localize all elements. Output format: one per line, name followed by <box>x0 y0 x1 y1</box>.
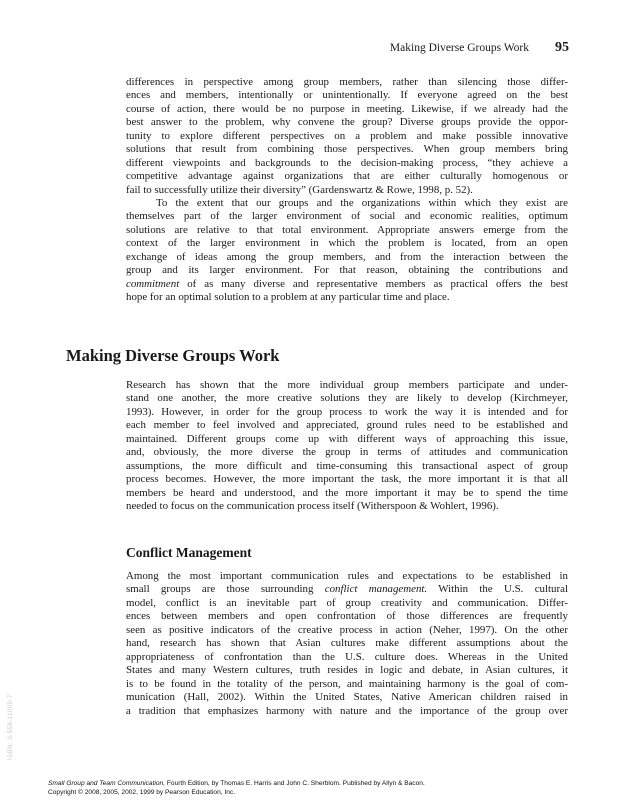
text-line: tunity to explore different perspectives on a problem and make possible innovative <box>126 129 568 142</box>
text-line: fail to successfully utilize their diversity” (Gardenswartz & Rowe, 1998, p. 52). <box>126 183 473 196</box>
text-line: and, obviously, the more diverse the group in terms of attitudes and communication <box>126 446 568 459</box>
paragraph-diverse-perspectives <box>126 76 568 197</box>
subsection-heading: Conflict Management <box>126 545 252 560</box>
text-line: maintained. Different groups come up with different ways of approaching this issue, <box>126 432 568 445</box>
text-line: Research has shown that the more individual group members participate and under- <box>126 379 568 391</box>
text-line: themselves part of the larger environment of social and economic realities, optimum <box>126 210 568 223</box>
text-line: each member to feel involved and appreciated, ground rules need to be established and <box>126 419 568 432</box>
text-segment: of as many diverse and representative members as practical offers the best <box>179 277 568 290</box>
text-line: differences in perspective among group members, rather than silencing those differ- <box>126 76 568 88</box>
text-line: model, conflict is an inevitable part of group creativity and communication. Differ- <box>126 596 568 609</box>
text-segment: Within the U.S. cultural <box>427 583 568 596</box>
text-line: needed to focus on the communication process itself (Witherspoon & Wohlert, 1996). <box>126 500 499 513</box>
footer-line: Copyright © 2008, 2005, 2002, 1999 by Pearson Education, Inc. <box>48 788 236 796</box>
text-line: best answer to the problem, why convene the group? Diverse groups provide the oppor- <box>126 116 568 129</box>
book-title: Small Group and Team Communication, <box>48 780 166 787</box>
text-line: a tradition that emphasizes harmony with nature and the importance of the group over <box>126 704 568 717</box>
text-line: 1993). However, in order for the group process to work the way it is intended and for <box>126 405 568 418</box>
text-line: is to be found in the totality of the person, and maintaining harmony is the goal of com- <box>126 677 568 690</box>
text-line: assumptions, the more difficult and time-consuming this transactional aspect of group <box>126 459 568 472</box>
text-line: solutions are relative to that total environment. Appropriate answers emerge from the <box>126 223 568 236</box>
text-line: exchange of ideas among the group members, and from the interaction between the <box>126 250 568 263</box>
text-line: appropriateness of confrontation than the U.S. culture does. Whereas in the United <box>126 650 568 663</box>
text-line <box>126 583 568 596</box>
running-head-title: Making Diverse Groups Work <box>389 42 529 54</box>
text-line: hand, research has shown that Asian cultures make different assumptions about the <box>126 637 568 650</box>
paragraph-optimum-solutions <box>126 197 568 305</box>
text-line: ences between members and open confrontation of those differences are frequently <box>126 610 568 623</box>
running-head <box>390 40 569 56</box>
text-line: members be heard and understood, and the more important it may be to spend the time <box>126 486 568 499</box>
text-line: group and its larger environment. For that reason, obtaining the contributions and <box>126 264 568 277</box>
text-line: context of the larger environment in which the problem is located, from an open <box>126 237 568 250</box>
text-line: ences and members, intentionally or unintentionally. If everyone agreed on the best <box>126 89 568 102</box>
text-segment: small groups are those surrounding <box>126 583 325 596</box>
text-line: stand one another, the more creative solutions they are likely to develop (Kirchmeyer, <box>126 392 568 405</box>
text-line: solutions that result from combining those perspectives. When group members bring <box>126 143 568 156</box>
section-heading: Making Diverse Groups Work <box>66 346 280 365</box>
text-line: hope for an optimal solution to a problem at any particular time and place. <box>126 291 450 304</box>
isbn-side-note: ISBN: 0-558-11009-7 <box>8 694 14 760</box>
italic-term: commitment <box>126 277 180 290</box>
text-line: competitive advantage against organizations that are either culturally homogenous or <box>126 170 568 183</box>
text-line: munication (Hall, 2002). Within the United States, Native American children raised in <box>126 691 568 704</box>
text-line: different viewpoints and backgrounds to the decision-making process, “they achieve a <box>126 156 568 169</box>
text-line: process becomes. However, the more important the task, the more important it is that all <box>126 473 568 486</box>
footer-text: Fourth Edition, by Thomas E. Harris and John C. Sherblom. Published by Allyn & Bacon. <box>165 780 425 787</box>
page-number: 95 <box>555 40 569 55</box>
italic-term: conflict management. <box>324 583 428 596</box>
footer-line <box>48 780 425 789</box>
text-line: course of action, there would be no purpose in meeting. Likewise, if we already had the <box>126 102 568 115</box>
copyright-footer <box>48 780 425 797</box>
text-line <box>126 278 568 291</box>
text-line: To the extent that our groups and the organizations within which they exist are <box>156 197 568 209</box>
text-line: Among the most important communication rules and expectations to be established in <box>126 570 568 582</box>
text-line: seen as positive indicators of the creative process in action (Neher, 1997). On the other <box>126 623 568 636</box>
paragraph-research-participation <box>126 379 568 514</box>
paragraph-conflict-management <box>126 570 568 718</box>
text-line: States and many Western cultures, truth resides in logic and debate, in Asian cultures, it <box>126 664 568 677</box>
